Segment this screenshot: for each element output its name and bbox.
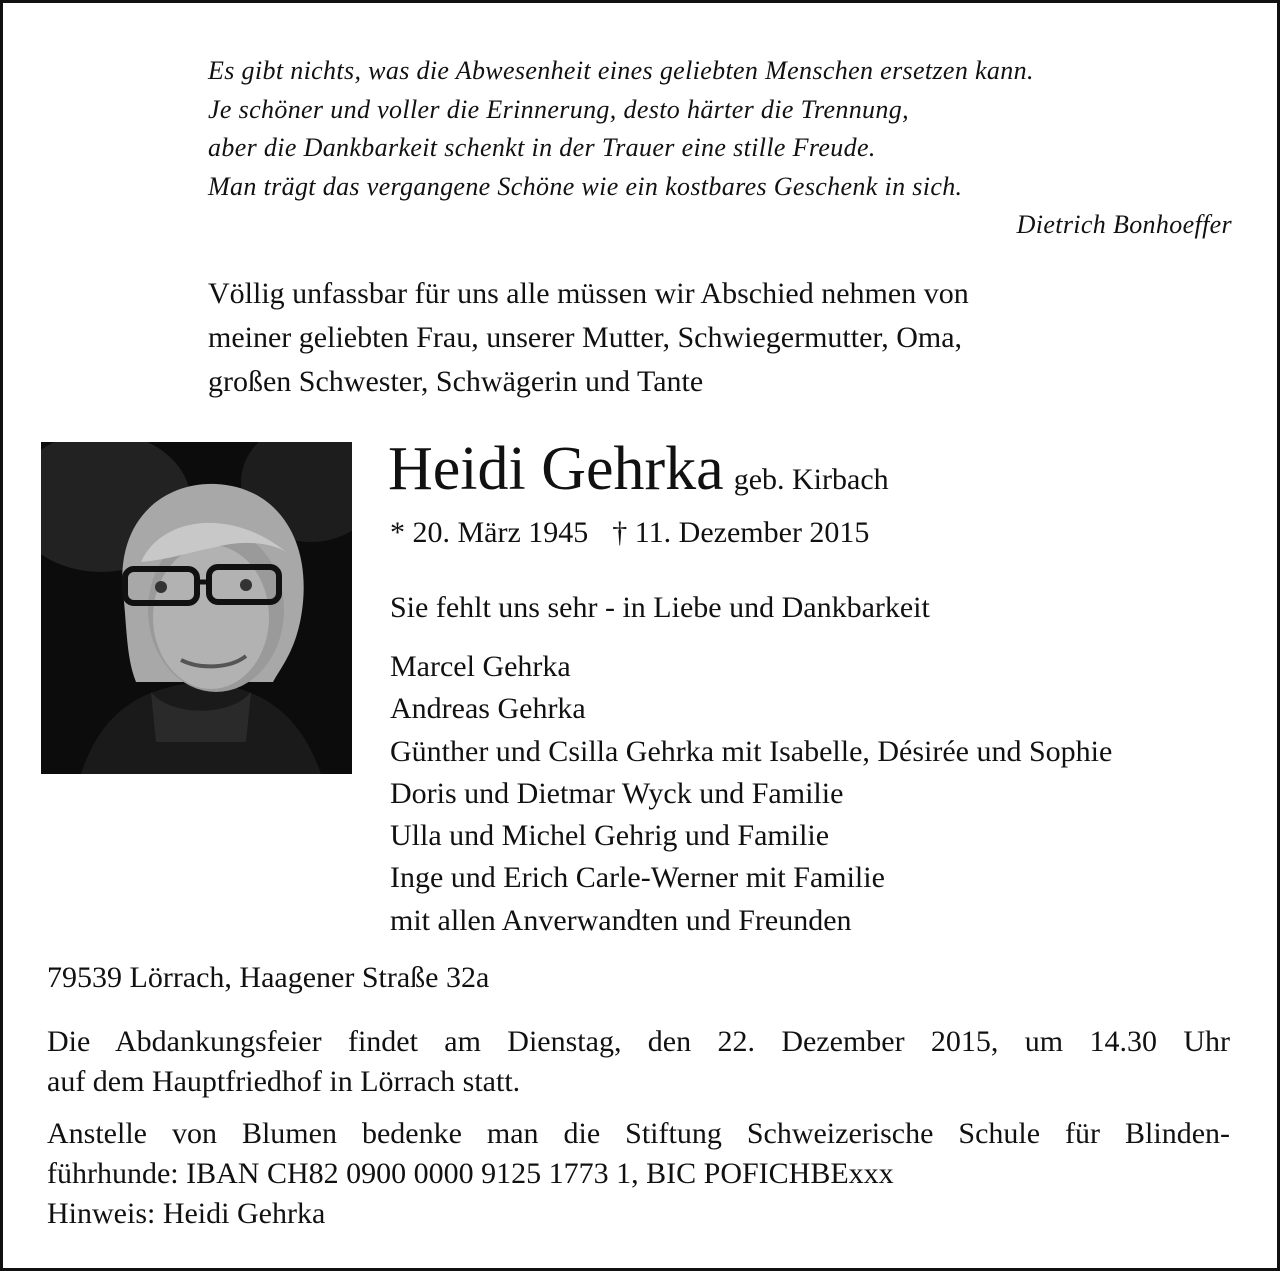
ceremony-line: auf dem Hauptfriedhof in Lörrach statt.: [47, 1065, 521, 1098]
quote-line: aber die Dankbarkeit schenkt in der Trauer eine stille Freude.: [208, 133, 876, 162]
mourner-entry: mit allen Anverwandten und Freunden: [390, 903, 852, 937]
mourner-entry: Andreas Gehrka: [390, 692, 586, 726]
mourner-entry: Günther und Csilla Gehrka mit Isabelle, Désirée und Sophie: [390, 734, 1113, 768]
ceremony-line: Die Abdankungsfeier findet am Dienstag, den 22. Dezember 2015, um 14.30 Uhr: [47, 1025, 1230, 1058]
donation-line: Anstelle von Blumen bedenke man die Stiftung Schweizerische Schule für Blinden-: [47, 1117, 1230, 1150]
donation-line: Hinweis: Heidi Gehrka: [47, 1197, 326, 1230]
mourner-entry: Ulla und Michel Gehrig und Familie: [390, 819, 830, 853]
quote-author: Dietrich Bonhoeffer: [1016, 210, 1232, 239]
death-date: † 11. Dezember 2015: [612, 516, 870, 549]
donation-line: führhunde: IBAN CH82 0900 0000 9125 1773 1, BIC POFICHBExxx: [47, 1157, 894, 1190]
mourner-entry: Doris und Dietmar Wyck und Familie: [390, 776, 844, 810]
quote-line: Man trägt das vergangene Schöne wie ein kostbares Geschenk in sich.: [208, 171, 963, 201]
mourner-entry: Marcel Gehrka: [390, 650, 571, 683]
portrait-silhouette: [41, 442, 352, 774]
birth-date: * 20. März 1945: [390, 516, 589, 549]
intro-text: [208, 272, 969, 404]
portrait-photo: [41, 442, 352, 774]
family-address: 79539 Lörrach, Haagener Straße 32a: [47, 961, 490, 994]
deceased-name: Heidi Gehrka: [388, 435, 724, 503]
deceased-name-block: [388, 436, 889, 502]
quote-line: Je schöner und voller die Erinnerung, desto härter die Trennung,: [208, 94, 909, 124]
donation-info: [47, 1114, 1230, 1234]
mourners-list: [390, 646, 1112, 942]
intro-line: meiner geliebten Frau, unserer Mutter, Schwiegermutter, Oma,: [208, 321, 963, 354]
mourner-entry: Inge und Erich Carle-Werner mit Familie: [390, 861, 885, 895]
intro-line: Völlig unfassbar für uns alle müssen wir Abschied nehmen von: [208, 277, 969, 310]
life-dates: [390, 513, 869, 553]
maiden-name: geb. Kirbach: [733, 463, 889, 496]
intro-line: großen Schwester, Schwägerin und Tante: [208, 365, 704, 398]
motto-text: Sie fehlt uns sehr - in Liebe und Dankbarkeit: [390, 591, 930, 624]
ceremony-info: [47, 1022, 1230, 1102]
bonhoeffer-quote: [208, 52, 1232, 245]
quote-line: Es gibt nichts, was die Abwesenheit eines geliebten Menschen ersetzen kann.: [208, 56, 1034, 85]
